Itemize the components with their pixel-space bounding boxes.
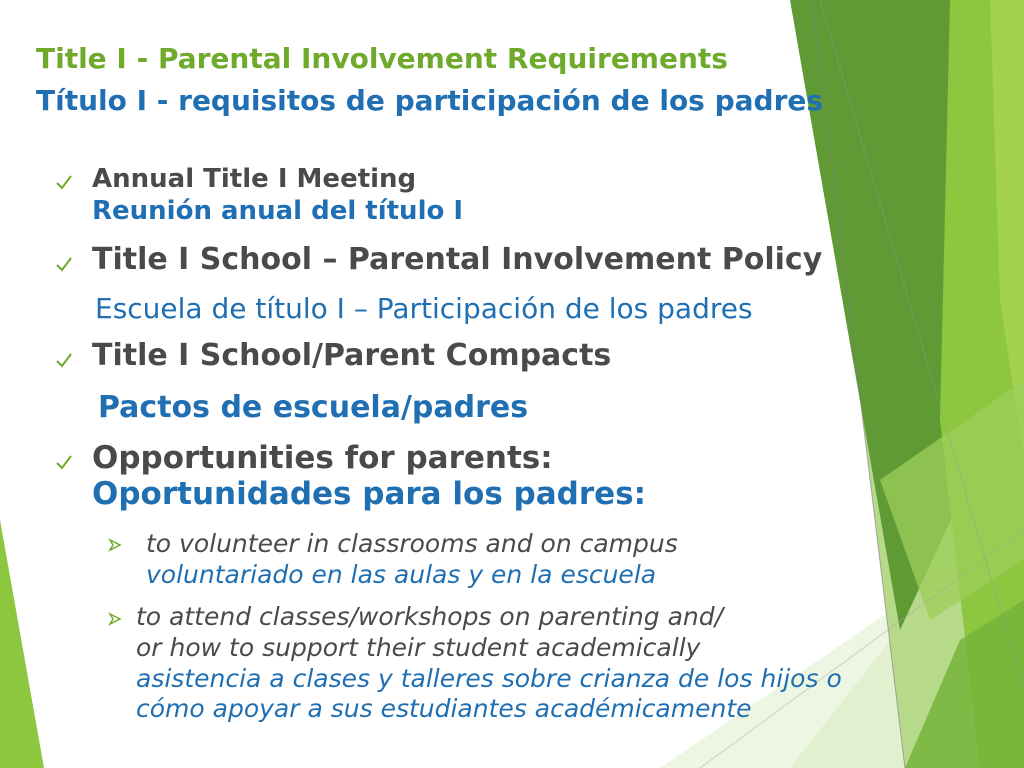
arrow-right-icon	[108, 538, 122, 552]
bullet-4-english: Opportunities for parents:	[92, 440, 553, 476]
bullet-1-english: Annual Title I Meeting	[92, 164, 417, 194]
bullet-1-spanish: Reunión anual del título I	[92, 196, 464, 226]
checkmark-icon	[54, 172, 74, 192]
slide-title-spanish: Título I - requisitos de participación de los padres	[36, 84, 824, 117]
checkmark-icon	[54, 350, 74, 370]
bullet-3-english: Title I School/Parent Compacts	[92, 338, 612, 373]
sub-bullet-2-english-line-1: to attend classes/workshops on parenting and/	[136, 602, 724, 631]
slide-title-english: Title I - Parental Involvement Requirements	[36, 42, 728, 75]
sub-bullet-2-spanish-line-2: cómo apoyar a sus estudiantes académicamente	[136, 694, 752, 723]
checkmark-icon	[54, 452, 74, 472]
checkmark-icon	[54, 254, 74, 274]
sub-bullet-1-spanish: voluntariado en las aulas y en la escuela	[146, 560, 657, 589]
bullet-4-spanish: Oportunidades para los padres:	[92, 476, 647, 512]
sub-bullet-2-english-line-2: or how to support their student academically	[136, 633, 701, 662]
sub-bullet-1-english: to volunteer in classrooms and on campus	[146, 529, 678, 558]
bullet-3-spanish: Pactos de escuela/padres	[98, 390, 529, 425]
bullet-2-english: Title I School – Parental Involvement Policy	[92, 242, 823, 277]
sub-bullet-2-spanish-line-1: asistencia a clases y talleres sobre crianza de los hijos o	[136, 664, 842, 693]
bullet-2-spanish: Escuela de título I – Participación de los padres	[95, 292, 753, 325]
arrow-right-icon	[108, 612, 122, 626]
